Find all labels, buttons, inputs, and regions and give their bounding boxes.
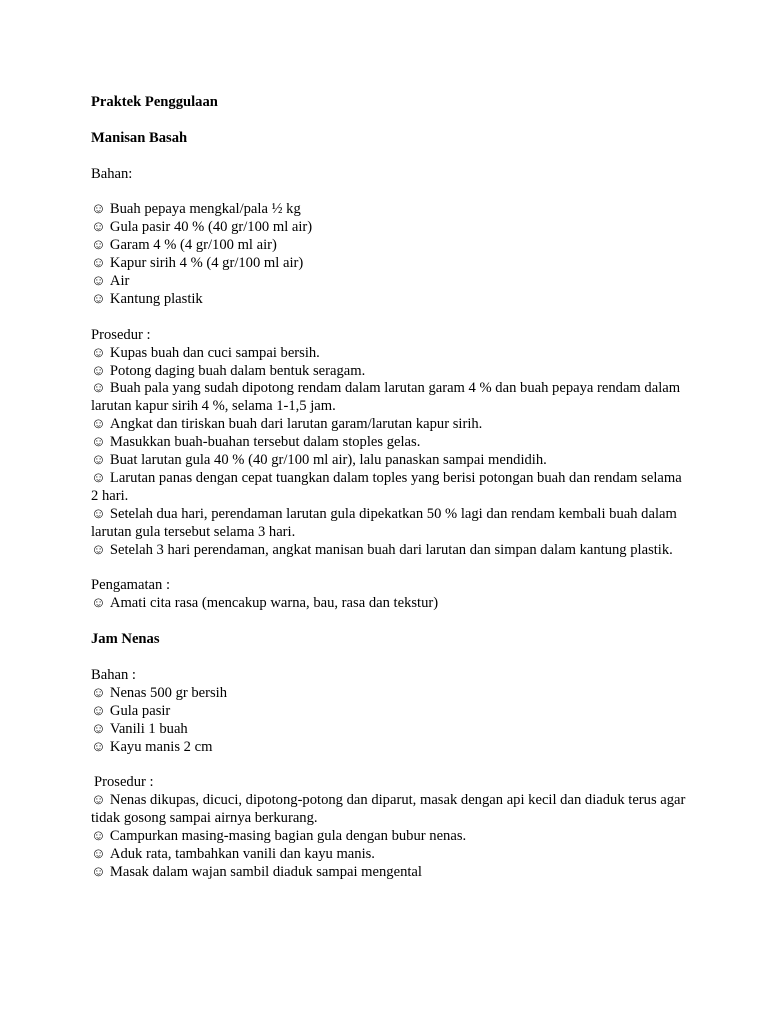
smiley-bullet-icon: ☺ xyxy=(91,595,106,612)
list-item: ☺ Nenas dikupas, dicuci, dipotong-potong dan diparut, masak dengan api kecil dan diaduk terus agar tidak gosong sampai airnya berkurang. xyxy=(91,792,686,827)
smiley-bullet-icon: ☺ xyxy=(91,738,106,755)
smiley-bullet-icon: ☺ xyxy=(91,863,106,880)
list-item: ☺ Garam 4 % (4 gr/100 ml air) xyxy=(91,237,277,254)
bahan-label: Bahan: xyxy=(91,165,133,182)
prosedur-label: Prosedur : xyxy=(94,774,154,791)
smiley-bullet-icon: ☺ xyxy=(91,219,106,236)
smiley-bullet-icon: ☺ xyxy=(91,452,106,469)
list-item: ☺ Potong daging buah dalam bentuk seragam. xyxy=(91,362,366,379)
list-item: ☺ Gula pasir 40 % (40 gr/100 ml air) xyxy=(91,219,313,236)
document-page xyxy=(91,94,691,882)
smiley-bullet-icon: ☺ xyxy=(91,344,106,361)
list-item: ☺ Vanili 1 buah xyxy=(91,720,188,737)
smiley-bullet-icon: ☺ xyxy=(91,237,106,254)
section-heading-jam-nenas: Jam Nenas xyxy=(91,631,160,648)
smiley-bullet-icon: ☺ xyxy=(91,702,106,719)
list-item: ☺ Aduk rata, tambahkan vanili dan kayu manis. xyxy=(91,845,375,862)
smiley-bullet-icon: ☺ xyxy=(91,416,106,433)
list-item: ☺ Amati cita rasa (mencakup warna, bau, rasa dan tekstur) xyxy=(91,595,439,612)
smiley-bullet-icon: ☺ xyxy=(91,505,106,522)
list-item: ☺ Setelah dua hari, perendaman larutan gula dipekatkan 50 % lagi dan rendam kembali buah dalam larutan gula tersebut selama 3 hari. xyxy=(91,505,677,540)
smiley-bullet-icon: ☺ xyxy=(91,541,106,558)
pengamatan-label: Pengamatan : xyxy=(91,577,171,594)
list-item: ☺ Masukkan buah-buahan tersebut dalam stoples gelas. xyxy=(91,434,421,451)
prosedur-list-jam xyxy=(91,792,691,882)
smiley-bullet-icon: ☺ xyxy=(91,828,106,845)
list-item: ☺ Buah pepaya mengkal/pala ½ kg xyxy=(91,201,301,218)
smiley-bullet-icon: ☺ xyxy=(91,792,106,809)
prosedur-label: Prosedur : xyxy=(91,326,151,343)
document-title: Praktek Penggulaan xyxy=(91,94,218,110)
list-item: ☺ Larutan panas dengan cepat tuangkan dalam toples yang berisi potongan buah dan rendam selama 2 hari. xyxy=(91,469,682,504)
smiley-bullet-icon: ☺ xyxy=(91,201,106,218)
section-heading-manisan-basah: Manisan Basah xyxy=(91,129,188,146)
list-item: ☺ Kapur sirih 4 % (4 gr/100 ml air) xyxy=(91,255,304,272)
list-item: ☺ Kayu manis 2 cm xyxy=(91,738,213,755)
smiley-bullet-icon: ☺ xyxy=(91,434,106,451)
smiley-bullet-icon: ☺ xyxy=(91,380,106,397)
bahan-label: Bahan : xyxy=(91,666,136,683)
list-item: ☺ Masak dalam wajan sambil diaduk sampai mengental xyxy=(91,863,422,880)
smiley-bullet-icon: ☺ xyxy=(91,720,106,737)
list-item: ☺ Buat larutan gula 40 % (40 gr/100 ml air), lalu panaskan sampai mendidih. xyxy=(91,452,547,469)
smiley-bullet-icon: ☺ xyxy=(91,469,106,486)
list-item: ☺ Gula pasir xyxy=(91,702,171,719)
smiley-bullet-icon: ☺ xyxy=(91,255,106,272)
prosedur-list-manisan xyxy=(91,345,691,560)
smiley-bullet-icon: ☺ xyxy=(91,845,106,862)
bahan-list-manisan xyxy=(91,201,691,308)
list-item: ☺ Campurkan masing-masing bagian gula dengan bubur nenas. xyxy=(91,828,467,845)
smiley-bullet-icon: ☺ xyxy=(91,290,106,307)
list-item: ☺ Kupas buah dan cuci sampai bersih. xyxy=(91,344,320,361)
list-item: ☺ Air xyxy=(91,273,130,290)
list-item: ☺ Kantung plastik xyxy=(91,290,203,307)
smiley-bullet-icon: ☺ xyxy=(91,684,106,701)
list-item: ☺ Setelah 3 hari perendaman, angkat manisan buah dari larutan dan simpan dalam kantung plastik. xyxy=(91,541,673,558)
smiley-bullet-icon: ☺ xyxy=(91,273,106,290)
smiley-bullet-icon: ☺ xyxy=(91,362,106,379)
pengamatan-list xyxy=(91,595,691,613)
list-item: ☺ Angkat dan tiriskan buah dari larutan garam/larutan kapur sirih. xyxy=(91,416,483,433)
list-item: ☺ Nenas 500 gr bersih xyxy=(91,684,228,701)
bahan-list-jam xyxy=(91,685,691,757)
list-item: ☺ Buah pala yang sudah dipotong rendam dalam larutan garam 4 % dan buah pepaya rendam dalam larutan kapur sirih 4 %, selama 1-1,5 jam. xyxy=(91,380,681,415)
